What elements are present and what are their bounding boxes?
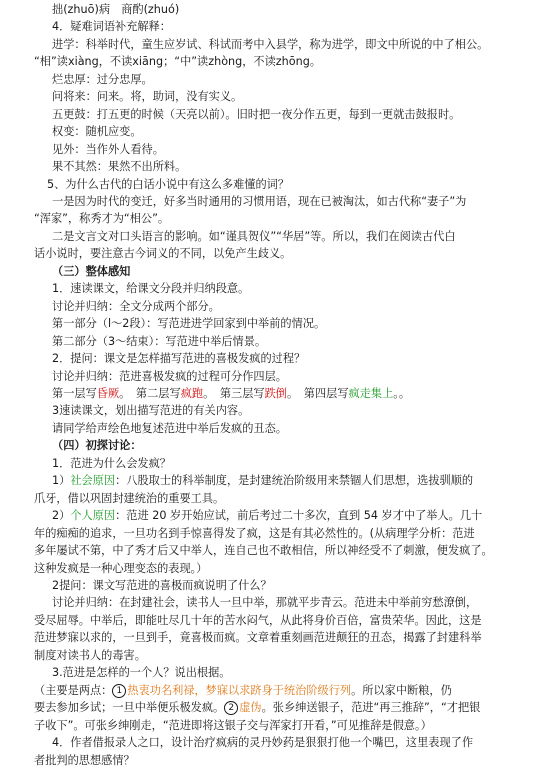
text-segment: 。张乡绅送银子，范进“再三推辞”，“才把银 [261,701,481,714]
text-segment: 讨论并归纳：范进喜极发疯的过程可分作四层。 [52,370,287,383]
text-segment: 进学：科举时代，童生应岁试、科试而考中入县学，称为进学，即文中所说的中了相公。 [52,38,489,51]
text-segment: （四）初探讨论： [52,439,142,452]
text-segment: 者批判的思想感情？ [34,754,135,767]
text-line [0,209,533,229]
text-segment: 第一层写 [52,387,97,400]
text-segment: 第二部分（3～结束）：写范进中举后情景。 [52,335,267,348]
text-segment: 。 第三层写 [203,387,265,400]
text-line [0,628,533,648]
text-segment: 3速读课文，划出描写范进的有关内容。 [52,404,250,417]
text-segment: 。。 [393,387,411,400]
text-segment: 4．疑难词语补充解释： [52,20,171,33]
text-line [0,663,533,683]
text-line [0,279,533,299]
text-segment: 5、为什么古代的白话小说中有这么多难懂的词？ [47,178,290,191]
text-segment: 社会原因 [70,474,116,487]
text-segment: 疯跑 [180,387,204,400]
text-segment: 疯走集上 [348,387,394,400]
text-segment: 烂忠厚：过分忠厚。 [52,73,153,86]
text-line [0,541,533,561]
text-segment: 4．作者借报录人之口，设计治疗疯病的灵丹妙药是狠狠打他一个嘴巴，这里表现了作 [52,736,474,749]
text-segment: ：八股取士的科举制度，是封建统治阶级用来禁锢人们思想，选拔驯顺的 [115,474,474,487]
text-segment: 请同学给声绘色地复述范进中举后发疯的丑态。 [52,422,287,435]
circled-number: 1 [112,684,126,698]
text-line [0,17,533,37]
text-segment: 。 第四层写 [287,387,349,400]
text-segment: 热衷功名利禄，梦寐以求跻身于统治阶级行列 [127,684,352,697]
text-segment: 1．速读课文，给课文分段并归纳段意。 [52,282,250,295]
text-segment: 范进梦寐以求的，一旦到手，竟喜极而疯。文章着重刻画范进颠狂的丑态，揭露了封建科举 [34,631,482,644]
text-segment: 果不其然：果然不出所料。 [52,160,187,173]
text-segment: 。所以家中断粮，仍 [351,684,452,697]
text-segment: 2提问：课文写范进的喜极而疯说明了什么？ [52,579,272,592]
text-segment: 跌倒 [264,387,287,400]
text-line [0,349,533,369]
text-segment: 个人原因 [70,509,116,522]
text-segment: 五更鼓：打五更的时候（天亮以前）。旧时把一夜分作五更，每到一更就击鼓报时。 [52,108,461,121]
text-segment: 2） [52,509,71,522]
text-line [0,733,533,753]
text-segment: 虚伪 [239,701,262,714]
text-line [0,471,533,491]
text-segment: 见外：当作外人看待。 [52,143,164,156]
text-line [0,157,533,177]
text-segment: （主要是两点： [34,684,113,697]
circled-number: 2 [224,701,238,715]
text-line [0,244,533,264]
text-segment: 一是因为时代的变迁，好多当时通用的习惯用语，现在已被淘汰，如古代称“妻子”为 [52,195,467,208]
text-segment: 制度对读书人的毒害。 [34,649,146,662]
text-line [0,52,533,72]
text-line [0,87,533,107]
text-segment: ：范进 20 岁开始应试，前后考过二十多次，直到 54 岁才中了举人。几十 [115,509,483,522]
text-segment: 讨论并归纳：全文分成两个部分。 [52,300,220,313]
text-line [0,401,533,421]
text-segment: 昏厥 [96,387,120,400]
text-segment: 受尽屈辱。中举后，即能吐尽几十年的苦水闷气，从此将身价百倍，富贵荣华。因此，这是 [34,614,482,627]
text-line [0,314,533,334]
text-segment: 讨论并归纳：在封建社会，读书人一旦中举，那就平步青云。范进未中举前穷愁潦倒， [52,596,478,609]
text-segment: 。 第二层写 [119,387,181,400]
text-line [0,698,533,718]
text-segment: 二是文言文对口头语言的影响。如“谨具贺仪”“华居”等。所以，我们在阅读古代白 [52,230,456,243]
text-segment: 3.范进是怎样的一个人？说出根据。 [52,666,231,679]
text-segment: （三）整体感知 [52,265,131,278]
text-segment: 拙(zhuō)病 商酌(zhuó) [52,3,180,16]
text-line [0,593,533,613]
text-segment: 1．范进为什么会发疯？ [52,457,171,470]
text-line [0,506,533,526]
text-segment: 要去参加乡试；一旦中举便乐极发疯。 [34,701,225,714]
text-segment: 爪牙，借以巩固封建统治的重要工具。 [34,492,225,505]
text-line [0,436,533,456]
text-segment: 多年屡试不第，中了秀才后又中举人，连自己也不敢相信，所以神经受不了刺激，便发疯了。 [34,544,493,557]
text-segment: 子收下”。可张乡绅刚走，“范进即将这银子交与浑家打开看，”可见推辞是假意。） [34,719,432,732]
text-line [0,122,533,142]
text-segment: “相”读xiàng，不读xiāng；“中”读zhòng，不读zhōng。 [34,55,321,68]
text-segment: 问将来：问来。将，助词，没有实义。 [52,90,243,103]
text-segment: 权变：随机应变。 [52,125,142,138]
text-segment: 话小说时，要注意古今词义的不同，以免产生歧义。 [34,247,292,260]
text-segment: 年的痴痴的追求，一旦功名到手惊喜得发了疯，这是有其必然性的。(从病理学分析：范进 [34,527,475,540]
text-segment: “浑家”，称秀才为“相公”。 [34,212,170,225]
text-line [0,751,533,771]
text-segment: 1） [52,474,71,487]
text-segment: 这种发疯是一种心理变态的表现。） [34,562,208,575]
text-segment: 第一部分（l～2段）：写范进进学回家到中举前的情况。 [52,317,326,330]
text-segment: 2．提问：课文是怎样描写范进的喜极发疯的过程？ [52,352,306,365]
